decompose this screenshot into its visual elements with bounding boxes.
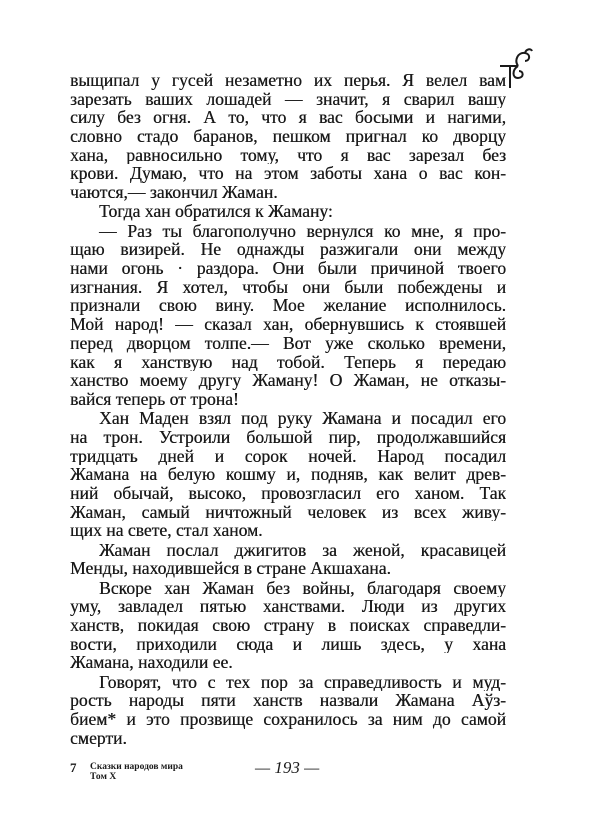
text-line: зарезать ваших лошадей — значит, я сварил вашу: [70, 89, 506, 109]
text-line: признали свою вину. Мое желание исполнилось.: [70, 296, 506, 316]
text-line: Мой народ! — сказал хан, обернувшись к стоявшей: [70, 315, 506, 334]
signature-title: Сказки народов мира: [90, 762, 183, 772]
text-line: словно стадо баранов, пешком пригнал ко дворцу: [70, 127, 506, 146]
text-line: чаются,— закончил Жаман.: [70, 183, 278, 202]
text-line: вайся теперь от трона!: [70, 389, 239, 409]
text-line: щаю визирей. Не однажды разжигали они между: [70, 240, 506, 260]
paragraph: [70, 579, 506, 672]
paragraph: [70, 222, 506, 409]
text-line: бием* и это прозвище сохранилось за ним до самой: [70, 709, 506, 729]
text-line: изгнания. Я хотел, чтобы они были побеждены и: [70, 277, 506, 297]
text-line: — Раз ты благополучно вернулся ко мне, я про-: [99, 221, 506, 241]
text-line: Жаман, самый ничтожный человек из всех живу-: [70, 502, 506, 522]
text-line: щих на свете, стал ханом.: [70, 521, 263, 540]
paragraph: [70, 409, 506, 540]
text-line: ханство моему другу Жаману! О Жаман, не отказы-: [70, 371, 506, 390]
paragraph: [70, 541, 506, 578]
text-line: крови. Думаю, что на этом заботы хана о вас кон-: [70, 164, 506, 184]
text-line: хана, равносильно тому, что я вас зарезал без: [70, 145, 506, 165]
signature-number: 7: [70, 760, 77, 775]
text-line: Говорят, что с тех пор за справедливость и муд-: [99, 672, 506, 692]
text-line: Хан Маден взял под руку Жамана и посадил его: [99, 409, 506, 428]
text-line: ний обычай, высоко, провозгласил его ханом. Так: [70, 483, 506, 503]
text-line: как я ханствую над тобой. Теперь я передаю: [70, 352, 506, 372]
text-line: ханств, покидая свою страну в поисках справедли-: [70, 615, 506, 635]
text-line: смерти.: [70, 728, 127, 748]
text-line: уму, завладел пятью ханствами. Люди из других: [70, 597, 506, 616]
text-line: выщипал у гусей незаметно их перья. Я велел вам: [70, 71, 506, 90]
paragraph: [70, 673, 506, 748]
text-line: вости, приходили сюда и лишь здесь, у хана: [70, 634, 506, 654]
page-number: — 193 —: [255, 758, 320, 777]
text-line: тридцать дней и сорок ночей. Народ посадил: [70, 446, 506, 466]
text-line: Жамана на белую кошму и, подняв, как велит древ-: [70, 465, 506, 484]
paragraph: [70, 202, 506, 221]
text-line: на трон. Устроили большой пир, продолжавшийся: [70, 427, 506, 447]
text-line: Тогда хан обратился к Жаману:: [99, 202, 333, 222]
text-line: Жаман послал джигитов за женой, красавицей: [99, 540, 506, 560]
text-line: Менды, находившейся в стране Акшахана.: [70, 559, 391, 578]
text-line: перед дворцом толпе.— Вот уже сколько времени,: [70, 333, 506, 353]
page-text: [70, 71, 506, 748]
signature-text: [90, 762, 183, 782]
text-line: рость народы пяти ханств назвали Жамана Аўз-: [70, 691, 506, 710]
text-line: нами огонь · раздора. Они были причиной твоего: [70, 259, 506, 278]
text-line: Вскоре хан Жаман без войны, благодаря своему: [99, 578, 506, 598]
text-line: Жамана, находили ее.: [70, 653, 233, 672]
paragraph: [70, 71, 506, 202]
text-line: силу без огня. А то, что я вас босыми и нагими,: [70, 108, 506, 128]
signature-volume: Том X: [90, 772, 117, 782]
